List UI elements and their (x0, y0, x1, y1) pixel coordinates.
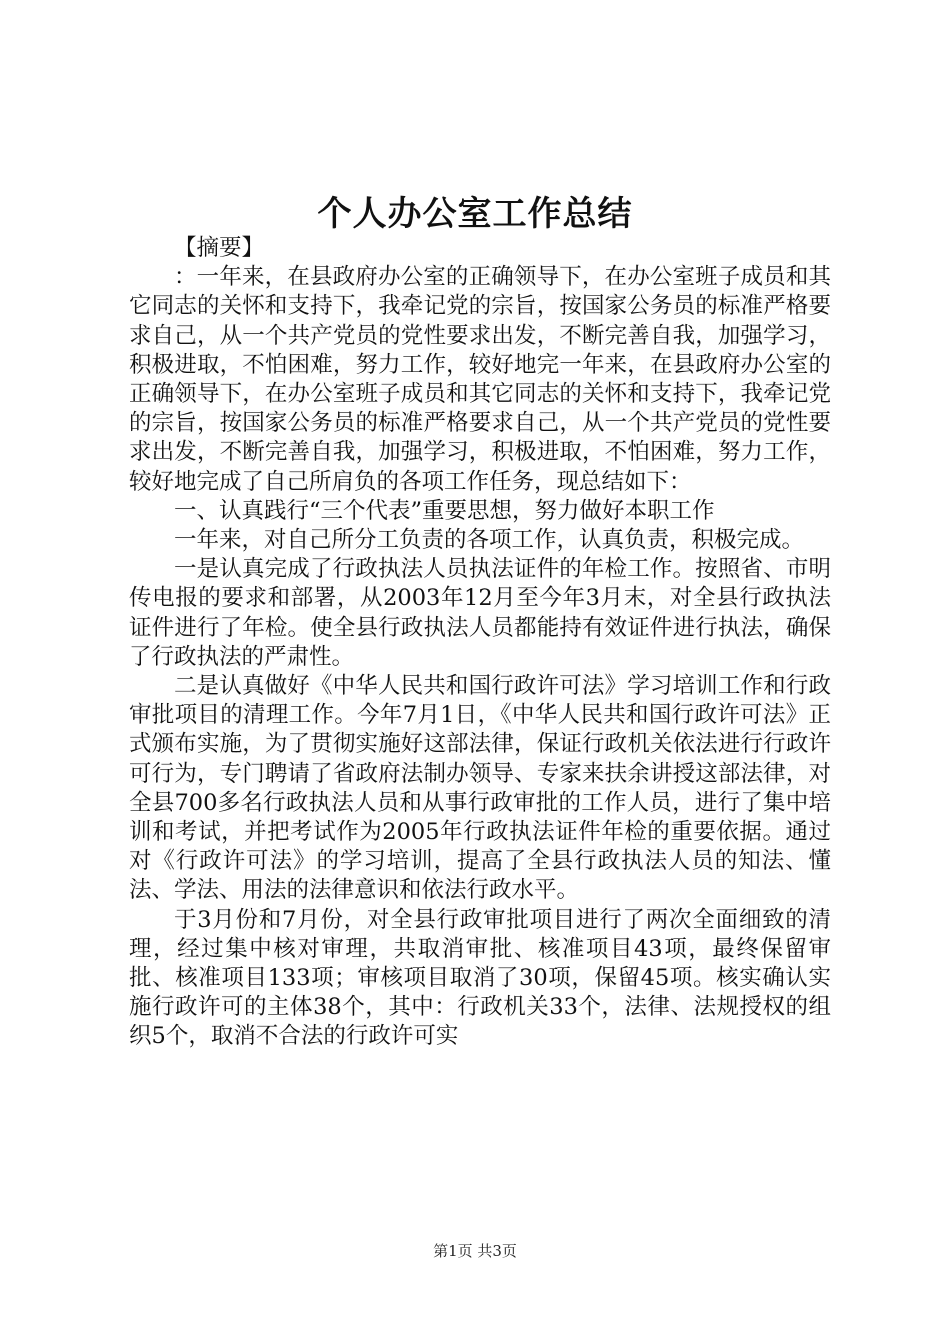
paragraph: 一是认真完成了行政执法人员执法证件的年检工作。按照省、市明传电报的要求和部署，从2003年12月至今年3月末，对全县行政执法证件进行了年检。使全县行政执法人员都能持有效证件进行执法，确保了行政执法的严肃性。 (129, 556, 831, 670)
page-footer: 第1页 共3页 (433, 1242, 517, 1260)
document-title: 个人办公室工作总结 (317, 194, 633, 234)
paragraph: 一年来，对自己所分工负责的各项工作，认真负责，积极完成。 (174, 527, 805, 554)
paragraph: 二是认真做好《中华人民共和国行政许可法》学习培训工作和行政审批项目的清理工作。今年7月1日，《中华人民共和国行政许可法》正式颁布实施，为了贯彻实施好这部法律，保证行政机关依法进行行政许可行为，专门聘请了省政府法制办领导、专家来扶余讲授这部法律，对全县700多名行政执法人员和从事行政审批的工作人员，进行了集中培训和考试，并把考试作为2005年行政执法证件年检的重要依据。通过对《行政许可法》的学习培训，提高了全县行政执法人员的知法、懂法、学法、用法的法律意识和依法行政水平。 (129, 673, 831, 904)
paragraph: ：一年来，在县政府办公室的正确领导下，在办公室班子成员和其它同志的关怀和支持下，我牵记党的宗旨，按国家公务员的标准严格要求自己，从一个共产党员的党性要求出发，不断完善自我，加强学习，积极进取，不怕困难，努力工作，较好地完一年来，在县政府办公室的正确领导下，在办公室班子成员和其它同志的关怀和支持下，我牵记党的宗旨，按国家公务员的标准严格要求自己，从一个共产党员的党性要求出发，不断完善自我，加强学习，积极进取，不怕困难，努力工作，较好地完成了自己所肩负的各项工作任务，现总结如下： (129, 264, 831, 495)
document-body (129, 234, 831, 1052)
abstract-label: 【摘要】 (174, 235, 265, 261)
section-heading: 一、认真践行“三个代表”重要思想，努力做好本职工作 (174, 497, 715, 524)
paragraph: 于3月份和7月份，对全县行政审批项目进行了两次全面细致的清理，经过集中核对审理，共取消审批、核准项目43项，最终保留审批、核准项目133项；审核项目取消了30项，保留45项。核实确认实施行政许可的主体38个，其中：行政机关33个，法律、法规授权的组织5个，取消不合法的行政许可实 (129, 906, 831, 1050)
